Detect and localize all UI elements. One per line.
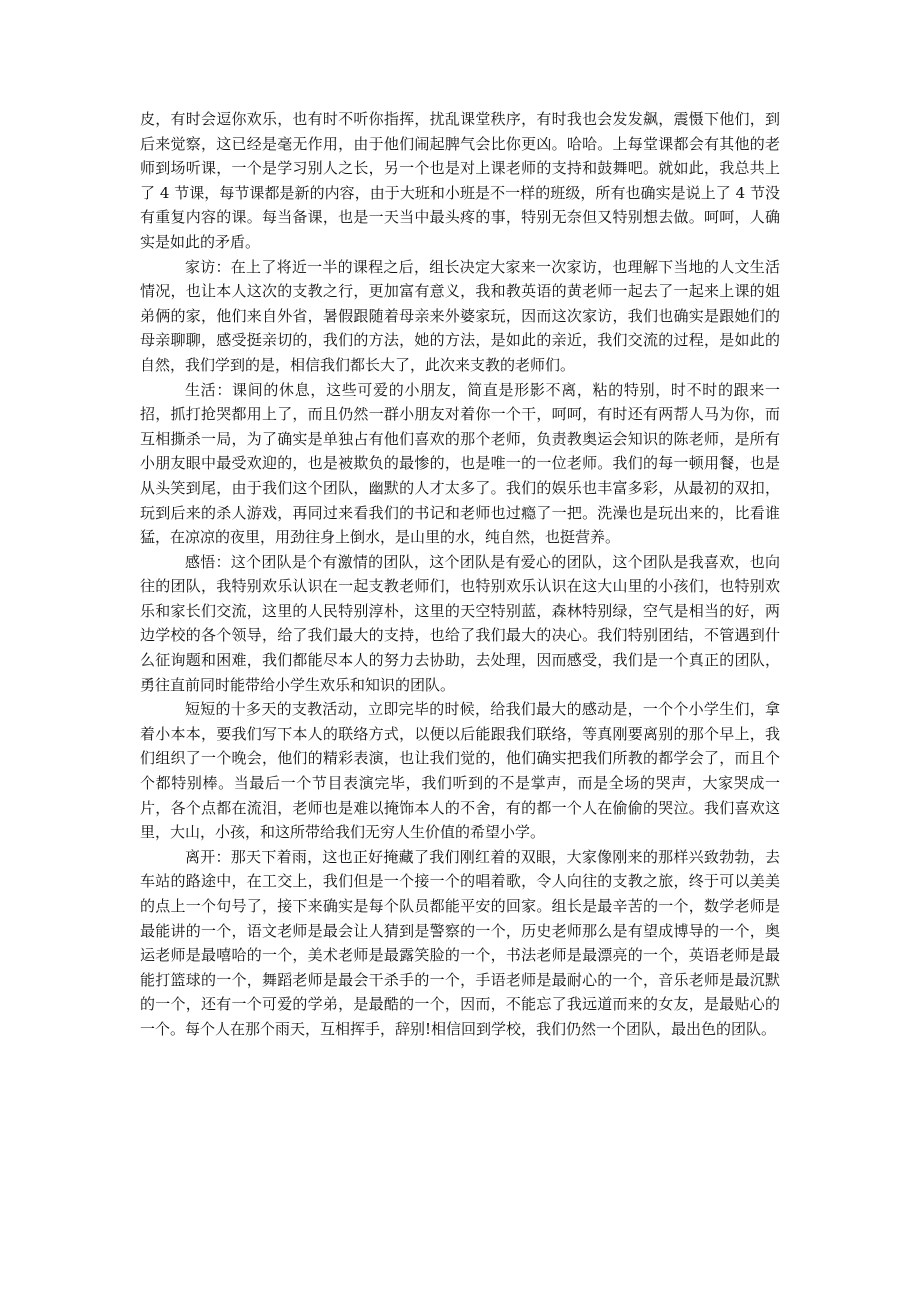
document-body: [140, 107, 780, 1042]
paragraph-farewell-evening: 短短的十多天的支教活动，立即完毕的时候，给我们最大的感动是，一个个小学生们，拿着小本本，要我们写下本人的联络方式，以便以后能跟我们联络，等真刚要离别的那个早上，我们组织了一个晚会，他们的精彩表演，也让我们觉的，他们确实把我们所教的都学会了，而且个个都特别棒。当最后一个节目表演完毕，我们听到的不是掌声，而是全场的哭声，大家哭成一片，各个点都在流泪，老师也是难以掩饰本人的不舍，有的都一个人在偷偷的哭泣。我们喜欢这里，大山，小孩，和这所带给我们无穷人生价值的希望小学。: [140, 700, 780, 842]
paragraph-home-visit: 家访：在上了将近一半的课程之后，组长决定大家来一次家访，也理解下当地的人文生活情况，也让本人这次的支教之行，更加富有意义，我和教英语的黄老师一起去了一起来上课的姐弟俩的家，他们来自外省，暑假跟随着母亲来外婆家玩，因而这次家访，我们也确实是跟她们的母亲聊聊，感受挺亲切的，我们的方法，她的方法，是如此的亲近，我们交流的过程，是如此的自然，我们学到的是，相信我们都长大了，此次来支教的老师们。: [140, 257, 780, 374]
paragraph-departure: 离开：那天下着雨，这也正好掩藏了我们刚红着的双眼，大家像刚来的那样兴致勃勃，去车站的路途中，在工交上，我们但是一个接一个的唱着歌，令人向往的支教之旅，终于可以美美的点上一个句号了，接下来确实是每个队员都能平安的回家。组长是最辛苦的一个，数学老师是最能讲的一个，语文老师是最会让人猜到是警察的一个，历史老师那么是有望成博导的一个，奥运老师是最嘻哈的一个，美术老师是最露笑脸的一个，书法老师是最漂亮的一个，英语老师是最能打篮球的一个，舞蹈老师是最会干杀手的一个，手语老师是最耐心的一个，音乐老师是最沉默的一个，还有一个可爱的学弟，是最酷的一个，因而，不能忘了我远道而来的女友，是最贴心的一个。每个人在那个雨天，互相挥手，辞别!相信回到学校，我们仍然一个团队，最出色的团队。: [140, 847, 780, 1038]
paragraph-reflection: 感悟：这个团队是个有激情的团队，这个团队是有爱心的团队，这个团队是我喜欢，也向往的团队，我特别欢乐认识在一起支教老师们，也特别欢乐认识在这大山里的小孩们，也特别欢乐和家长们交流，这里的人民特别淳朴，这里的天空特别蓝，森林特别绿，空气是相当的好，两边学校的各个领导，给了我们最大的支持，也给了我们最大的决心。我们特别团结，不管遇到什么征询题和困难，我们都能尽本人的努力去协助，去处理，因而感受，我们是一个真正的团队，勇往直前同时能带给小学生欢乐和知识的团队。: [140, 552, 780, 694]
paragraph-life: 生活：课间的休息，这些可爱的小朋友，简直是形影不离，粘的特别，时不时的跟来一招，抓打抢哭都用上了，而且仍然一群小朋友对着你一个干，呵呵，有时还有两帮人马为你，而互相撕杀一局，为了确实是单独占有他们喜欢的那个老师，负责教奥运会知识的陈老师，是所有小朋友眼中最受欢迎的，也是被欺负的最惨的，也是唯一的一位老师。我们的每一顿用餐，也是从头笑到尾，由于我们这个团队，幽默的人才太多了。我们的娱乐也丰富多彩，从最初的双扣，玩到后来的杀人游戏，再同过来看我们的书记和老师也过瘾了一把。洗澡也是玩出来的，比看谁猛，在凉凉的夜里，用劲往身上倒水，是山里的水，纯自然，也挺营养。: [140, 380, 780, 547]
paragraph-continuation: 皮，有时会逗你欢乐，也有时不听你指挥，扰乱课堂秩序，有时我也会发发飙，震慑下他们，到后来觉察，这已经是毫无作用，由于他们闹起脾气会比你更凶。哈哈。上每堂课都会有其他的老师到场听课，一个是学习别人之长，另一个也是对上课老师的支持和鼓舞吧。就如此，我总共上了 4 节课，每节课都是新的内容，由于大班和小班是不一样的班级，所有也确实是说上了 4 节没有重复内容的课。每当备课，也是一天当中最头疼的事，特别无奈但又特别想去做。呵呵，人确实是如此的矛盾。: [140, 110, 780, 251]
